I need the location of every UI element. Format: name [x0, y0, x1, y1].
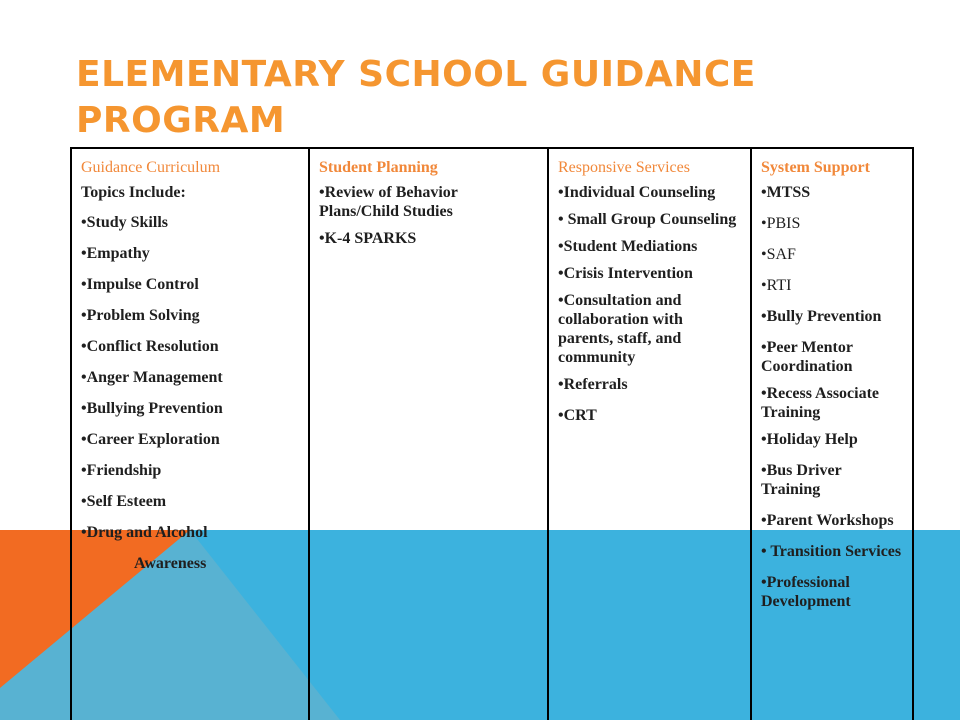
column-responsive-services [548, 148, 751, 720]
slide-title: ELEMENTARY SCHOOL GUIDANCE PROGRAM [76, 54, 756, 141]
column-student-planning [309, 148, 548, 720]
column-heading: Guidance Curriculum [81, 159, 221, 176]
list-item: •CRT [558, 407, 597, 424]
list-item: •RTI [761, 277, 792, 294]
list-item: •MTSS [761, 184, 811, 201]
column-heading: System Support [761, 159, 870, 176]
list-item: •Individual Counseling [558, 184, 716, 201]
column-heading: Responsive Services [558, 159, 690, 176]
list-item: Topics Include: [81, 184, 186, 201]
list-item: •Recess Associate Training [761, 385, 880, 421]
list-item: •Friendship [81, 462, 162, 479]
list-item: •Bus Driver Training [761, 462, 842, 498]
list-item: •Impulse Control [81, 276, 199, 293]
list-item: •Anger Management [81, 369, 223, 386]
list-item: •Student Mediations [558, 238, 698, 255]
list-item: •Professional Development [761, 574, 851, 610]
list-item: •Conflict Resolution [81, 338, 219, 355]
list-item: •Referrals [558, 376, 628, 393]
list-item: •Drug and Alcohol [81, 524, 208, 541]
program-table [70, 147, 914, 720]
list-item: Awareness [134, 555, 207, 572]
list-item: •Review of Behavior Plans/Child Studies [319, 184, 458, 220]
list-item: • Transition Services [761, 543, 902, 560]
list-item: •Self Esteem [81, 493, 167, 510]
list-item: •Empathy [81, 245, 150, 262]
list-item: •SAF [761, 246, 796, 263]
list-item: •PBIS [761, 215, 801, 232]
list-item: • Small Group Counseling [558, 211, 737, 228]
list-item: •Consultation and collaboration with parents, staff, and community [558, 292, 683, 366]
list-item: •Holiday Help [761, 431, 858, 448]
list-item: •Crisis Intervention [558, 265, 693, 282]
list-item: •Peer Mentor Coordination [761, 339, 853, 375]
list-item: •Problem Solving [81, 307, 200, 324]
column-guidance-curriculum [71, 148, 309, 720]
column-system-support [751, 148, 913, 720]
list-item: •Bully Prevention [761, 308, 882, 325]
column-heading: Student Planning [319, 159, 438, 176]
list-item: •Career Exploration [81, 431, 220, 448]
list-item: •K-4 SPARKS [319, 230, 417, 247]
list-item: •Parent Workshops [761, 512, 894, 529]
list-item: •Bullying Prevention [81, 400, 223, 417]
list-item: •Study Skills [81, 214, 168, 231]
